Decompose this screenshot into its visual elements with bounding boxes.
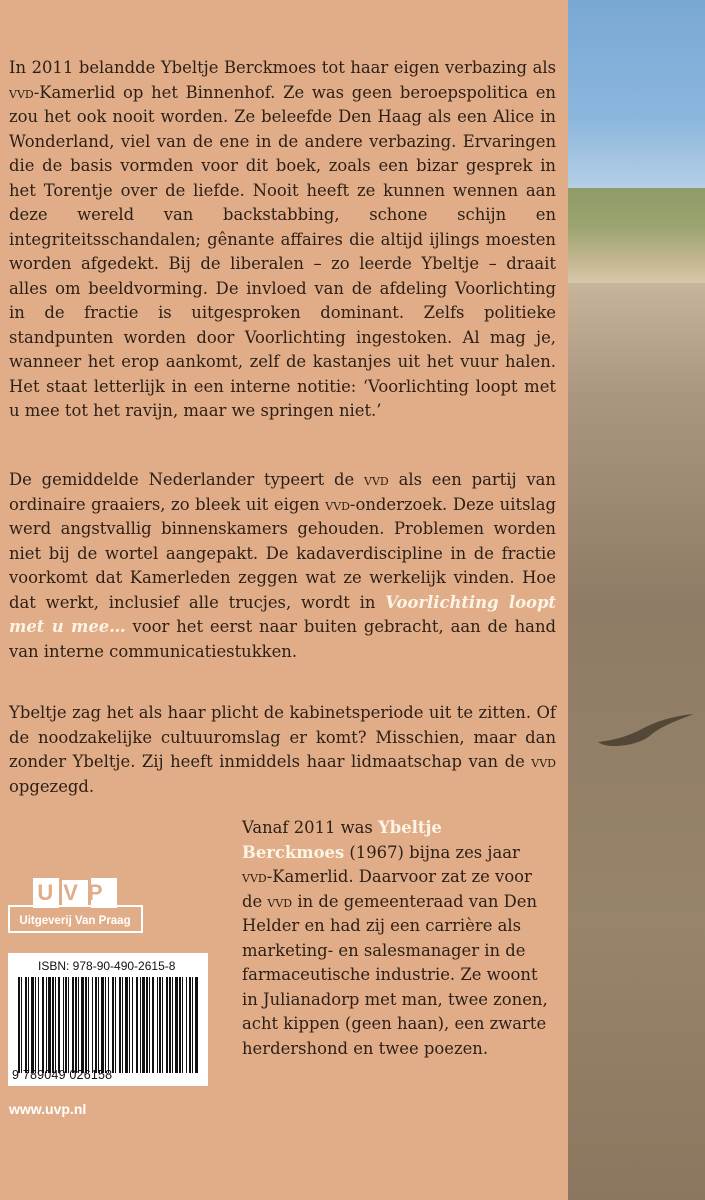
barcode-bar xyxy=(88,977,89,1073)
barcode-bar xyxy=(28,977,29,1073)
barcode-bar xyxy=(18,977,20,1073)
barcode-bar xyxy=(195,977,198,1073)
barcode-bar xyxy=(112,977,114,1073)
barcode-bar xyxy=(31,977,34,1073)
barcode-bar xyxy=(52,977,54,1073)
barcode-bar xyxy=(98,977,99,1073)
barcode-bar xyxy=(149,977,150,1073)
barcode-bar xyxy=(42,977,44,1073)
photo-dunes xyxy=(568,188,705,283)
barcode-bar xyxy=(48,977,51,1073)
book-title-highlight: Voorlichting loopt met u mee… xyxy=(9,592,556,636)
logo-letters: UVP xyxy=(37,880,113,905)
publisher-logo xyxy=(8,876,143,938)
barcode-bar xyxy=(81,977,84,1073)
barcode-bar xyxy=(142,977,145,1073)
barcode-bar xyxy=(35,977,36,1073)
barcode-bar xyxy=(179,977,181,1073)
barcode-bar xyxy=(68,977,69,1073)
barcode-bar xyxy=(63,977,64,1073)
barcode-bar xyxy=(95,977,97,1073)
cover-photo-strip xyxy=(568,0,705,1200)
barcode-bar xyxy=(169,977,171,1073)
barcode-bar xyxy=(192,977,193,1073)
barcode-bar xyxy=(166,977,168,1073)
isbn-barcode xyxy=(8,953,208,1086)
publisher-url[interactable]: www.uvp.nl xyxy=(9,1101,87,1117)
barcode-bar xyxy=(65,977,67,1073)
isbn-label: ISBN: 978-90-490-2615-8 xyxy=(38,959,176,973)
author-bio: Vanaf 2011 was Ybeltje Berckmoes (1967) bijna zes jaar vvd-Kamerlid. Daarvoor zat ze voor de vvd in de gemeenteraad van Den Helder en had zij een carrière als marketing- en salesmanager in de farmaceutische industrie. Ze woont in Julianadorp met man, twee zonen, acht kippen (geen haan), een zwarte herdershond en twee poezen. xyxy=(242,818,548,1058)
barcode-bar xyxy=(129,977,130,1073)
publisher-name: Uitgeverij Van Praag xyxy=(19,915,131,927)
barcode-bar xyxy=(38,977,39,1073)
vvd-abbrev: vvd xyxy=(364,470,389,489)
barcode-bar xyxy=(46,977,47,1073)
barcode-bar xyxy=(152,977,154,1073)
blurb-paragraph-3: Ybeltje zag het als haar plicht de kabinetsperiode uit te zitten. Of de noodzakelijke cultuuromslag er komt? Misschien, maar dan zonder Ybeltje. Zij heeft inmiddels haar lidmaatschap van de vvd opgezegd. xyxy=(9,703,556,796)
barcode-bar xyxy=(92,977,93,1073)
barcode-bar xyxy=(146,977,148,1073)
barcode-bar xyxy=(175,977,178,1073)
barcode-bar xyxy=(162,977,163,1073)
isbn-digits: 9 789049 026158 xyxy=(12,1068,113,1082)
vvd-abbrev: vvd xyxy=(9,82,34,102)
vvd-abbrev: vvd xyxy=(267,891,293,911)
vvd-abbrev: vvd xyxy=(531,752,556,771)
barcode-bar xyxy=(108,977,109,1073)
barcode-bar xyxy=(25,977,27,1073)
barcode-bar xyxy=(85,977,87,1073)
barcode-bar xyxy=(101,977,104,1073)
barcode-bar xyxy=(159,977,161,1073)
vvd-abbrev: vvd xyxy=(242,867,267,886)
barcode-bar xyxy=(72,977,74,1073)
bird-shadow xyxy=(596,712,696,748)
barcode-bar xyxy=(132,977,133,1073)
barcode-bars xyxy=(16,977,202,1073)
blurb-paragraph-1: In 2011 belandde Ybeltje Berckmoes tot haar eigen verbazing als vvd-Kamerlid op het Binnenhof. Ze was geen beroepspolitica en zou het ook nooit worden. Ze beleefde Den Haag als een Alice in Wonderland, viel van de ene in de andere verbazing. Ervaringen die de basis vormden voor dit boek, zoals een bizar gesprek in het Torentje over de liefde. Nooit heeft ze kunnen wennen aan deze wereld van backstabbing, schone schijn en integriteitsschandalen; gênante affaires die altijd ijlings moesten worden afgedekt. Bij de liberalen – zo leerde Ybeltje – draait alles om beeldvorming. De invloed van de afdeling Voorlichting in de fractie is uitgesproken dominant. Zelfs politieke standpunten worden door Voorlichting ingestoken. Al mag je, wanneer het erop aankomt, zelf de kastanjes uit het vuur halen. Het staat letterlijk in een interne notitie: ‘Voorlichting loopt met u mee tot het ravijn, maar we springen niet.’ xyxy=(9,58,556,420)
barcode-bar xyxy=(189,977,191,1073)
barcode-bar xyxy=(119,977,121,1073)
barcode-bar xyxy=(172,977,173,1073)
vvd-abbrev: vvd xyxy=(325,494,350,514)
barcode-bar xyxy=(157,977,158,1073)
barcode-bar xyxy=(55,977,56,1073)
barcode-bar xyxy=(140,977,141,1073)
barcode-bar xyxy=(122,977,123,1073)
barcode-bar xyxy=(115,977,116,1073)
barcode-bar xyxy=(136,977,138,1073)
blurb-paragraph-2: De gemiddelde Nederlander typeert de vvd als een partij van ordinaire graaiers, zo bleek uit eigen vvd-onderzoek. Deze uitslag werd angstvallig binnenskamers gehouden. Problemen worden niet bij de wortel aangepakt. De kadaverdiscipline in de fractie voorkomt dat Kamerleden zeggen wat ze werkelijk vinden. Hoe dat werkt, inclusief alle trucjes, wordt in Voorlichting loopt met u mee… voor het eerst naar buiten gebracht, aan de hand van interne communicatiestukken. xyxy=(9,470,556,661)
barcode-bar xyxy=(21,977,22,1073)
barcode-bar xyxy=(105,977,106,1073)
barcode-bar xyxy=(58,977,60,1073)
barcode-bar xyxy=(182,977,183,1073)
barcode-bar xyxy=(75,977,77,1073)
barcode-bar xyxy=(125,977,128,1073)
barcode-bar xyxy=(186,977,187,1073)
author-name-highlight: Ybeltje Berckmoes xyxy=(242,818,442,862)
photo-sky xyxy=(568,0,705,195)
barcode-bar xyxy=(78,977,79,1073)
